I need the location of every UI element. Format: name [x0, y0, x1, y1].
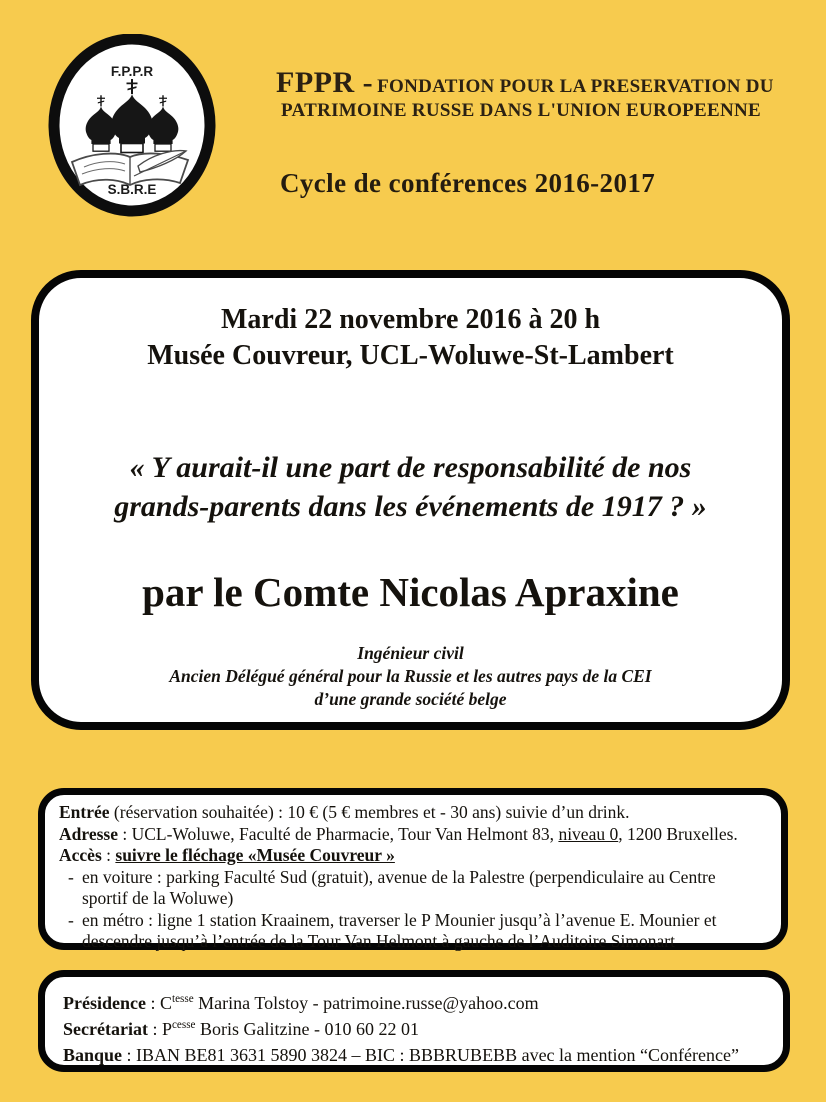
logo-bottom-text: S.B.R.E: [107, 182, 157, 197]
org-title-line1: [276, 66, 774, 100]
org-name-part1: FONDATION POUR LA PRESERVATION DU: [377, 76, 774, 97]
presidence-superscript: tesse: [171, 993, 194, 1005]
contact-box: [38, 970, 790, 1072]
banque-line: [63, 1042, 767, 1068]
presidence-label: Présidence: [63, 993, 146, 1013]
access-bullet-car: [59, 867, 765, 910]
fppr-logo-graphic: [44, 34, 220, 220]
access-car-text: en voiture : parking Faculté Sud (gratuit), avenue de la Palestre (perpendiculaire au Centre sportif de la Woluwe): [82, 866, 716, 908]
adresse-line: [59, 824, 765, 846]
acces-line: [59, 845, 765, 867]
event-venue: Musée Couvreur, UCL-Woluwe-St-Lambert: [147, 340, 674, 371]
info-box: [38, 788, 788, 950]
speaker-bio-line2: d’une grande société belge: [314, 689, 507, 709]
speaker-title: Ingénieur civil: [357, 643, 464, 663]
secretariat-line: [63, 1016, 767, 1042]
bullet-dash: -: [68, 909, 74, 930]
event-date: Mardi 22 novembre 2016 à 20 h: [220, 304, 601, 335]
event-speaker: par le Comte Nicolas Apraxine: [142, 569, 679, 615]
entree-label: Entrée: [59, 802, 110, 822]
acces-label: Accès: [59, 845, 102, 865]
access-bullet-metro: [59, 910, 765, 953]
secretariat-text: Boris Galitzine - 010 60 22 01: [195, 1019, 419, 1039]
banque-text: : IBAN BE81 3631 5890 3824 – BIC : BBBRUBEBB avec la mention “Conférence”: [122, 1045, 739, 1065]
entree-text: (réservation souhaitée) : 10 € (5 € membres et - 30 ans) suivie d’un drink.: [109, 802, 630, 822]
entree-line: [59, 802, 765, 824]
secretariat-superscript: cesse: [171, 1019, 196, 1031]
org-acronym: FPPR -: [276, 66, 374, 99]
event-quote-line2: grands-parents dans les événements de 1917 ? »: [114, 490, 707, 523]
acces-separator: :: [101, 845, 116, 865]
event-quote: [39, 448, 782, 526]
secretariat-prefix: : P: [147, 1019, 172, 1039]
presidence-prefix: : C: [145, 993, 172, 1013]
org-title-line2: PATRIMOINE RUSSE DANS L'UNION EUROPEENNE: [281, 100, 762, 121]
fppr-logo: [44, 34, 220, 220]
banque-label: Banque: [63, 1045, 123, 1065]
secretariat-label: Secrétariat: [63, 1019, 148, 1039]
acces-instruction: suivre le fléchage «Musée Couvreur »: [115, 845, 395, 865]
logo-top-text: F.P.P.R: [110, 64, 154, 79]
adresse-label: Adresse: [59, 823, 118, 844]
event-box: [31, 270, 790, 730]
event-quote-line1: « Y aurait-il une part de responsabilité de nos: [129, 451, 692, 484]
adresse-text: : UCL-Woluwe, Faculté de Pharmacie, Tour Van Helmont 83,: [117, 823, 559, 844]
speaker-description: [39, 642, 782, 711]
cycle-title: Cycle de conférences 2016-2017: [280, 168, 656, 198]
adresse-niveau: niveau 0: [558, 823, 619, 844]
presidence-text: Marina Tolstoy - patrimoine.russe@yahoo.com: [193, 993, 539, 1013]
adresse-text-end: , 1200 Bruxelles.: [618, 823, 738, 844]
access-metro-text: en métro : ligne 1 station Kraainem, traverser le P Mounier jusqu’à l’avenue E. Mounier et descendre jusqu’à l’entrée de la Tour Van Helmont à gauche de l’Auditoire Simonart: [82, 909, 717, 951]
speaker-bio-line1: Ancien Délégué général pour la Russie et les autres pays de la CEI: [169, 666, 652, 686]
bullet-dash: -: [68, 866, 74, 887]
presidence-line: [63, 990, 767, 1016]
